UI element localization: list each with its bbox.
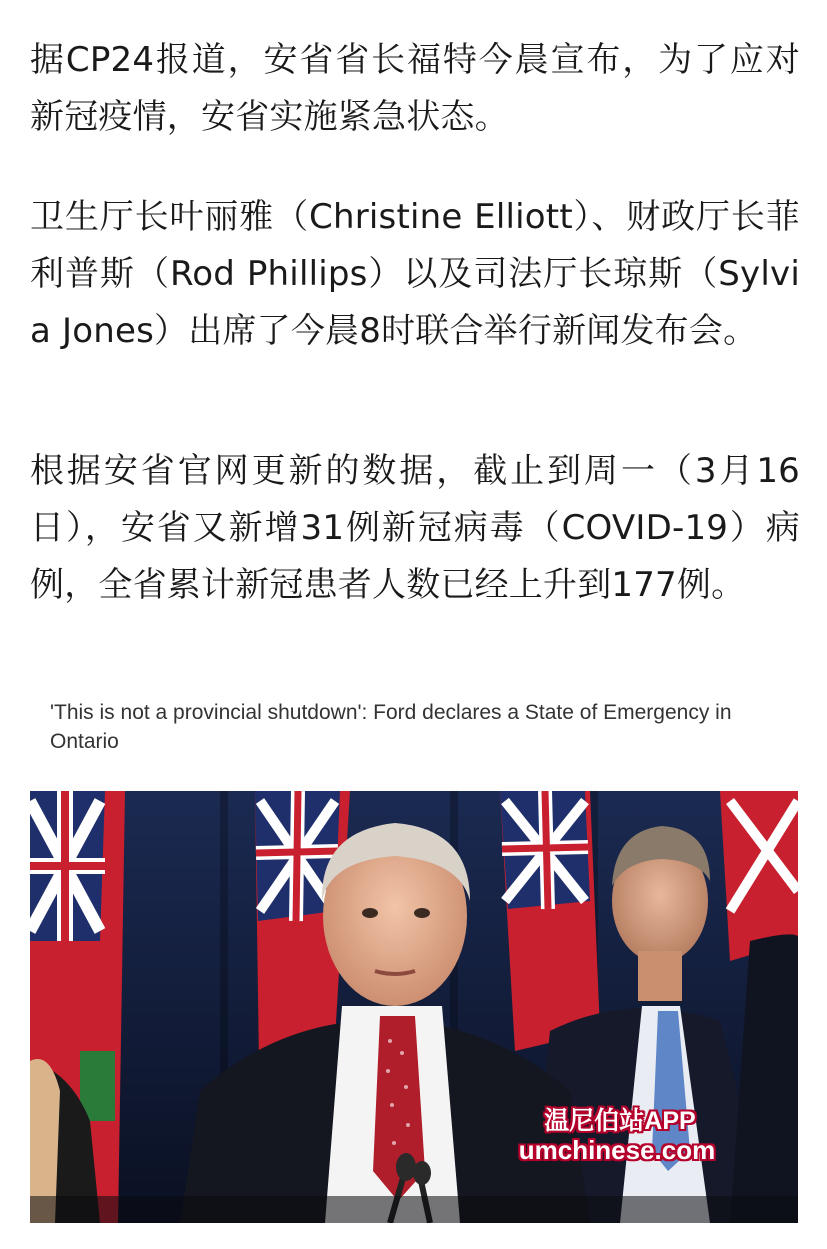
paragraph-1: 据CP24报道，安省省长福特今晨宣布，为了应对新冠疫情，安省实施紧急状态。 — [30, 40, 800, 137]
watermark-site-url: umchinese.com — [518, 1135, 716, 1165]
image-caption: 'This is not a provincial shutdown': Ford declares a State of Emergency in Ontario — [50, 701, 732, 753]
paragraph-2: 卫生厅长叶丽雅（Christine Elliott）、财政厅长菲利普斯（Rod Phillips）以及司法厅长琼斯（Sylvia Jones）出席了今晨8时联合举行新闻发布会。 — [30, 197, 800, 351]
paragraph-3: 根据安省官网更新的数据，截止到周一（3月16日），安省又新增31例新冠病毒（COVID-19）病例，全省累计新冠患者人数已经上升到177例。 — [30, 451, 800, 605]
watermark-app-name: 温尼伯站APP — [544, 1107, 696, 1135]
press-conference-photo[interactable] — [30, 791, 798, 1223]
